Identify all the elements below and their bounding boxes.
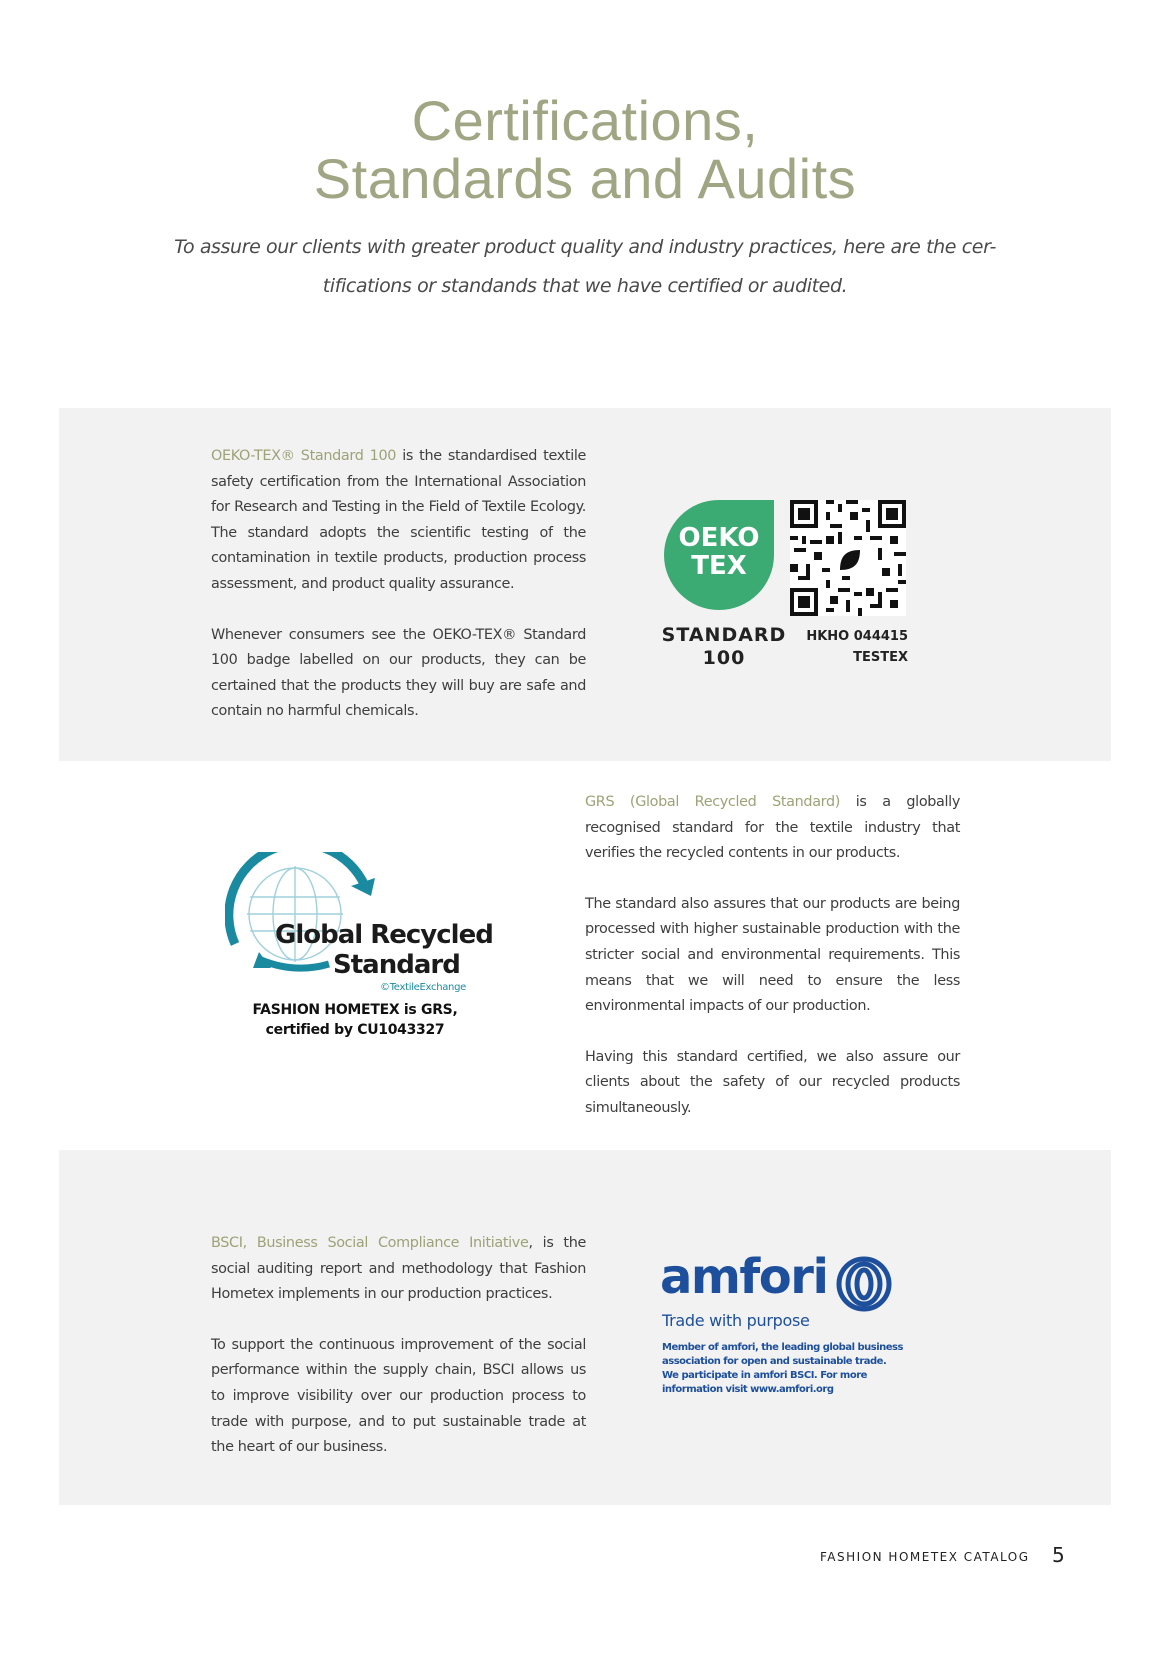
amfori-membership-note: [662, 1341, 912, 1397]
grs-caption: [225, 1000, 485, 1040]
oeko-code-line-2: TESTEX: [853, 650, 908, 665]
grs-name: GRS (Global Recycled Standard): [585, 794, 841, 810]
amfori-tagline: Trade with purpose: [662, 1311, 810, 1330]
grs-paragraph-3: Having this standard certified, we also assure our clients about the safety of our recycled products simultaneously.: [585, 1048, 960, 1116]
grs-text: [585, 790, 960, 1147]
grs-logo-line-1: Global Recycled: [275, 920, 493, 950]
grs-logo-line-2: Standard: [333, 950, 460, 980]
oeko-text: [211, 444, 586, 750]
textile-exchange-mark: ©TextileExchange: [380, 982, 466, 993]
amfori-note-line-1: Member of amfori, the leading global business: [662, 1342, 903, 1353]
grs-logo: [225, 862, 500, 1042]
oeko-logo-line-1: OEKO: [678, 523, 760, 553]
oeko-certificate-code: [792, 626, 908, 668]
oeko-standard-line-1: STANDARD: [661, 624, 787, 646]
oeko-name: OEKO-TEX® Standard 100: [211, 448, 397, 464]
oeko-standard-line-2: 100: [702, 647, 746, 669]
page-title: [0, 89, 1170, 210]
title-line-2: Standards and Audits: [313, 147, 857, 210]
grs-paragraph-1: [585, 790, 960, 867]
oeko-logo-line-2: TEX: [691, 551, 747, 581]
oeko-logo-word: [664, 524, 774, 580]
amfori-swirl-icon: [835, 1255, 893, 1313]
grs-p1-body: is a globally recognised standard for the textile industry that verifies the recycled contents in our products.: [585, 794, 960, 862]
qr-code-icon: [790, 500, 906, 616]
title-line-1: Certifications,: [411, 89, 759, 152]
grs-caption-line-1: FASHION HOMETEX is GRS,: [252, 1002, 458, 1018]
grs-paragraph-2: The standard also assures that our products are being processed with higher sustainable production with the stricter social and environmental requirements. This means that we will need to ensure the less environmental impacts of our production.: [585, 895, 960, 1015]
oeko-paragraph-2: Whenever consumers see the OEKO-TEX® Standard 100 badge labelled on our products, they can be certained that the products they will buy are safe and contain no harmful chemicals.: [211, 626, 586, 720]
amfori-wordmark: amfori: [660, 1249, 828, 1305]
footer-catalog-name: FASHION HOMETEX CATALOG: [820, 1550, 1030, 1564]
oeko-paragraph-1: [211, 444, 586, 598]
oeko-standard-label: [660, 624, 788, 670]
page-number: 5: [1052, 1543, 1065, 1567]
intro-line-1: To assure our clients with greater product quality and industry practices, here are the cer-: [174, 236, 996, 258]
intro-line-2: tifications or standands that we have certified or audited.: [322, 275, 848, 297]
bsci-paragraph-2: To support the continuous improvement of the social performance within the supply chain, BSCI allows us to improve visibility over our production process to trade with purpose, and to put sustainable trade at the heart of our business.: [211, 1336, 586, 1456]
amfori-logo: [660, 1249, 920, 1395]
amfori-note-line-3: We participate in amfori BSCI. For more: [662, 1370, 867, 1381]
bsci-name: BSCI, Business Social Compliance Initiative: [211, 1235, 529, 1251]
oeko-p1-body: is the standardised textile safety certification from the International Association for Research and Testing in the Field of Textile Ecology. The standard adopts the scientific testing of the contamination in textile products, production process assessment, and product quality assurance.: [211, 448, 586, 592]
grs-caption-line-2: certified by CU1043327: [265, 1022, 445, 1038]
amfori-note-line-4: information visit www.amfori.org: [662, 1384, 834, 1395]
bsci-paragraph-1: [211, 1231, 586, 1308]
bsci-text: [211, 1231, 586, 1486]
intro-text: [160, 228, 1010, 306]
oeko-code-line-1: HKHO 044415: [806, 629, 908, 644]
amfori-note-line-2: association for open and sustainable trade.: [662, 1356, 887, 1367]
oeko-tex-logo: [660, 496, 910, 676]
bsci-p1-body: , is the social auditing report and methodology that Fashion Hometex implements in our production practices.: [211, 1235, 586, 1303]
